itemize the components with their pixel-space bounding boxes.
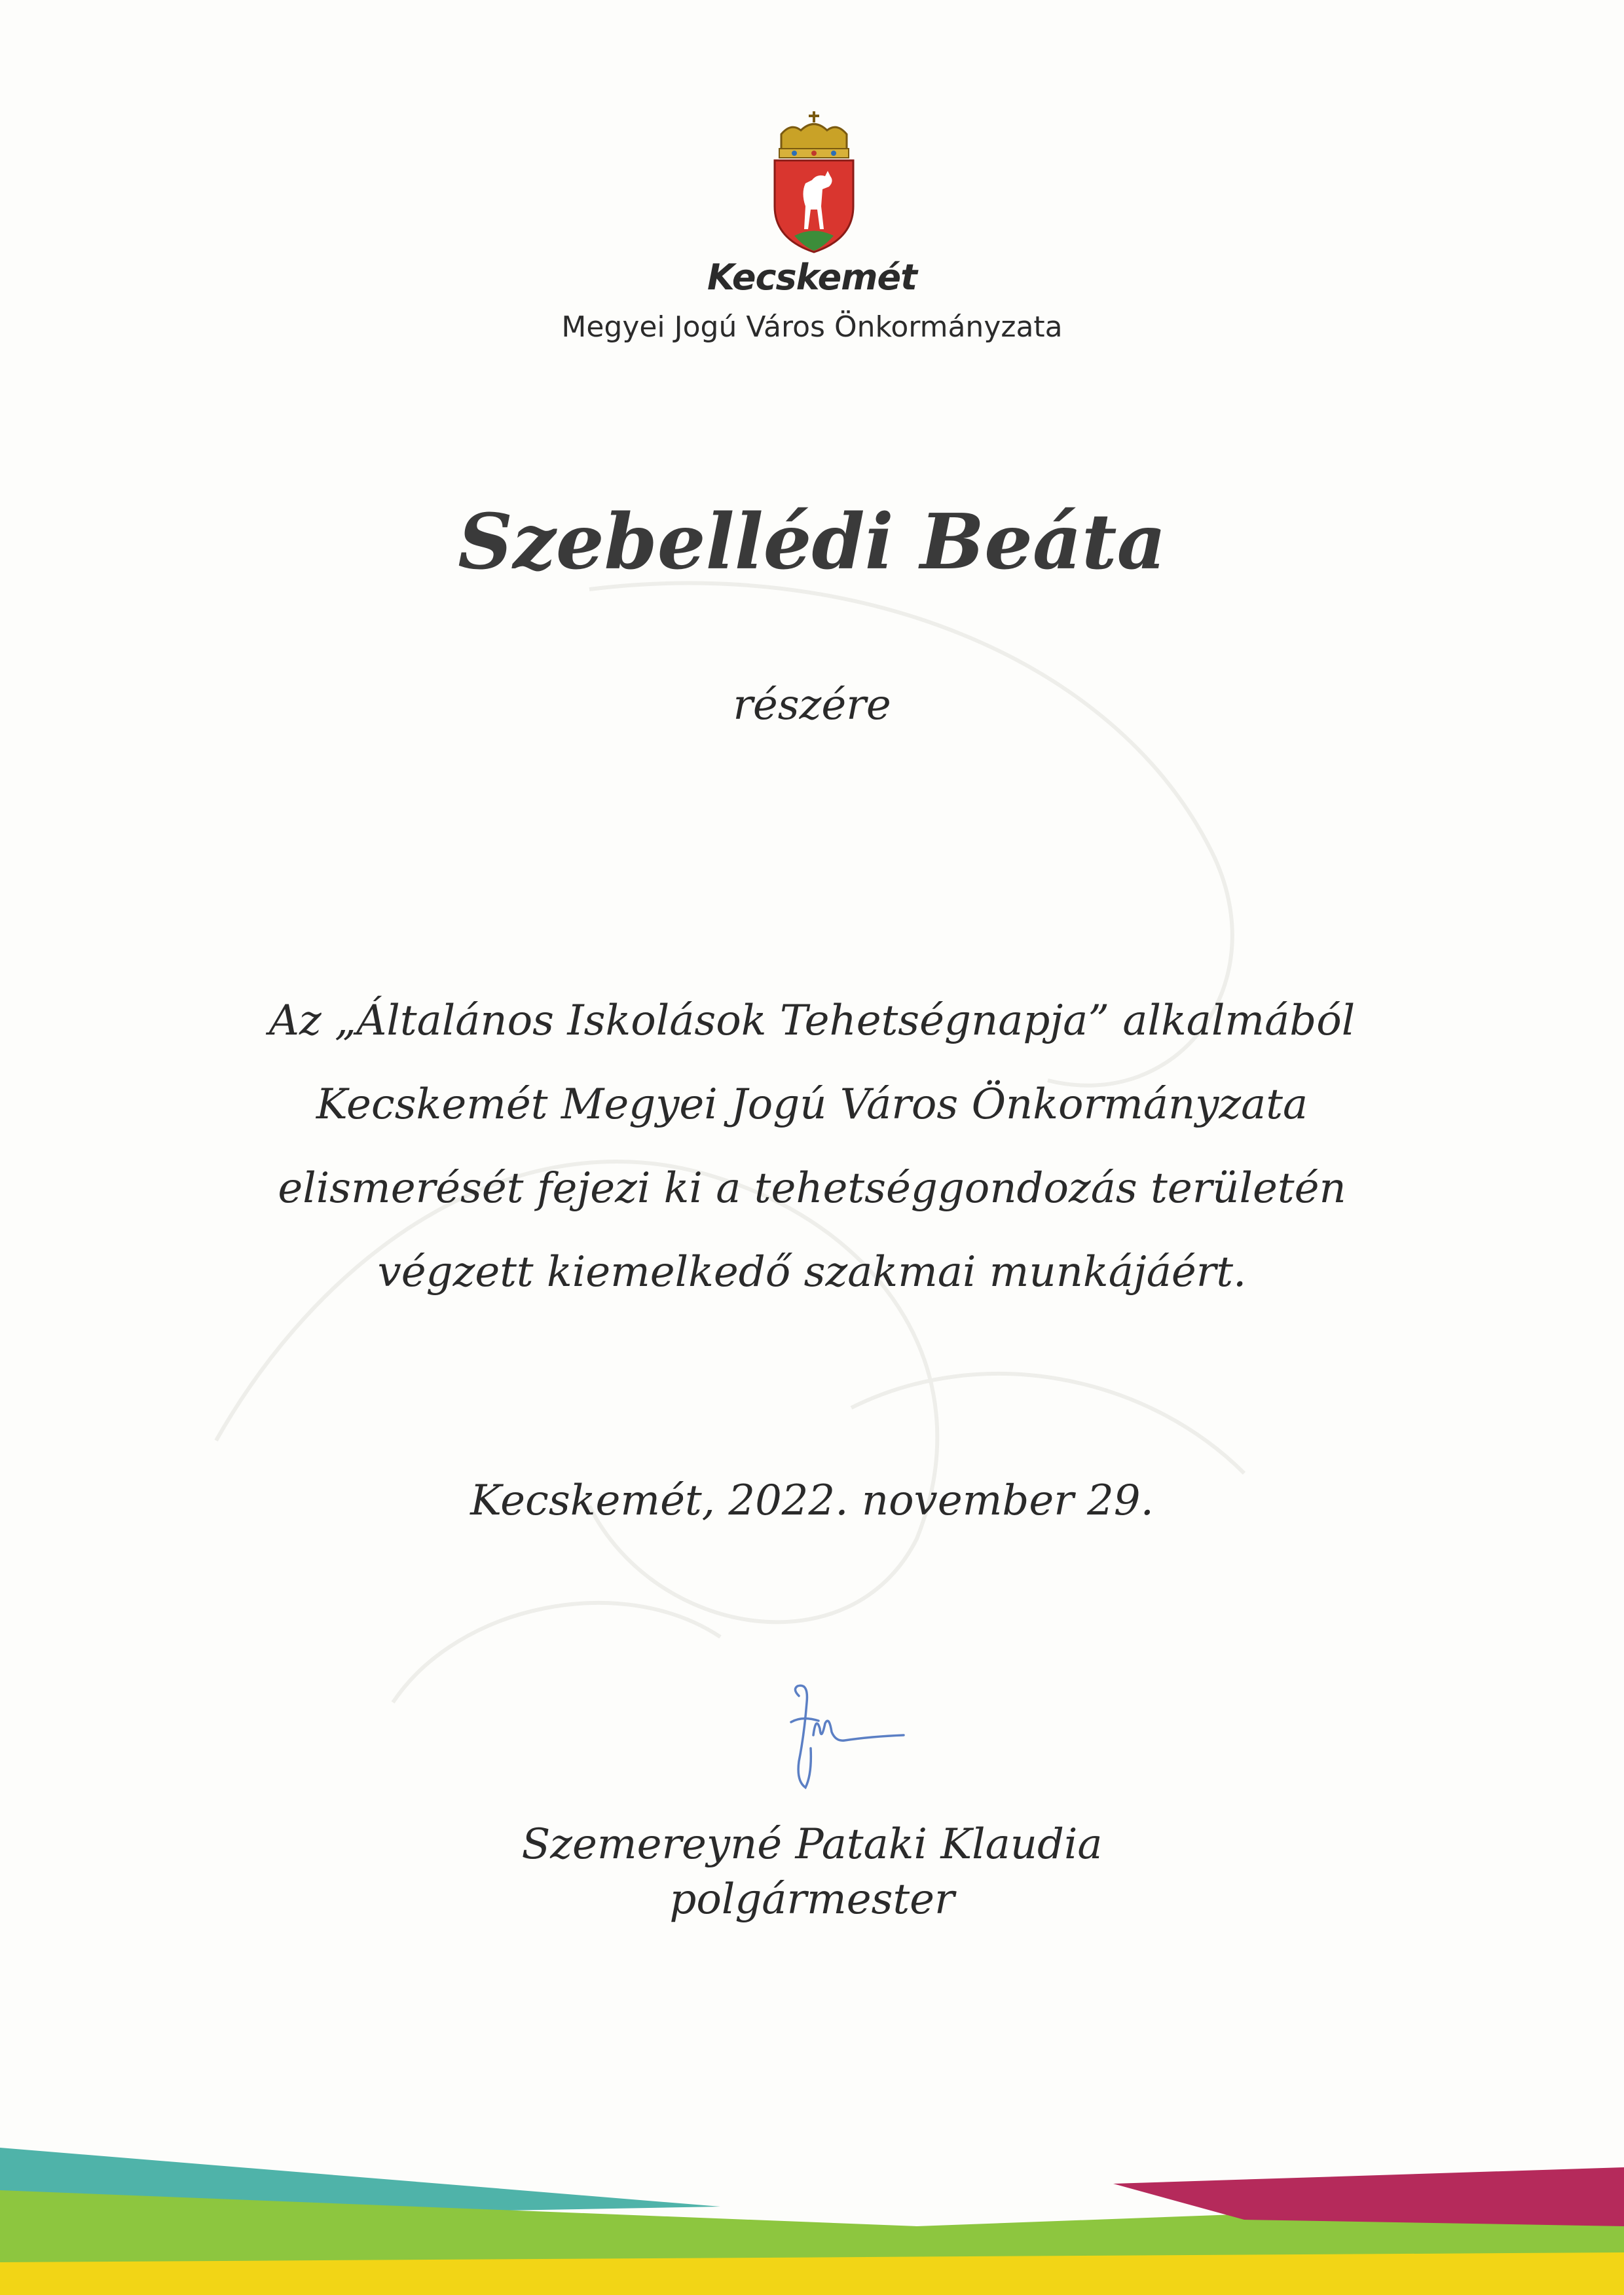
issue-date: Kecskemét, 2022. november 29.: [470, 1477, 1154, 1525]
body-line: Az „Általános Iskolások Tehetségnapja” alkalmából: [268, 997, 1356, 1045]
certificate-body: [0, 979, 1624, 1314]
recipient-name: Szebellédi Beáta: [458, 498, 1166, 587]
footer-color-stripes: [0, 2121, 1624, 2295]
brand-name: Kecskemét: [707, 257, 917, 298]
handwritten-signature: [773, 1676, 917, 1807]
brand-subtitle: Megyei Jogú Város Önkormányzata: [561, 310, 1063, 344]
for-label: részére: [733, 681, 891, 729]
body-line: végzett kiemelkedő szakmai munkájáért.: [377, 1248, 1247, 1296]
coat-of-arms-icon: [765, 108, 863, 259]
signer-name: Szemereyné Pataki Klaudia: [521, 1820, 1103, 1869]
signer-title: polgármester: [669, 1875, 955, 1924]
body-line: elismerését fejezi ki a tehetséggondozás területén: [278, 1164, 1346, 1213]
body-line: Kecskemét Megyei Jogú Város Önkormányzata: [316, 1080, 1308, 1129]
signer-block: [0, 1817, 1624, 1927]
